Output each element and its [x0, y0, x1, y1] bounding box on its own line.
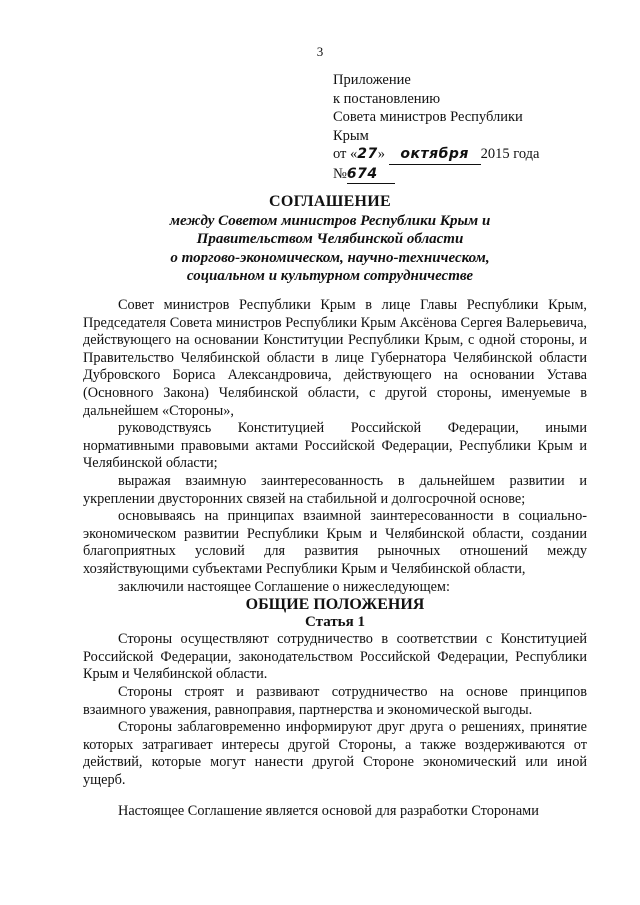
date-mid: »	[377, 146, 386, 162]
date-year: 2015 года	[480, 146, 540, 162]
date-month: октября	[389, 145, 481, 165]
annex-date	[333, 145, 540, 165]
section-title: ОБЩИЕ ПОЛОЖЕНИЯ	[245, 596, 425, 614]
annex-line-4: Крым	[333, 127, 369, 144]
article-paragraph: Стороны осуществляют сотрудничество в соответствии с Конституцией Российской Федерации, законодательством Российской Федерации, Республики Крым и Челябинской области.	[83, 631, 587, 683]
title-line-2: между Советом министров Республики Крым и	[169, 212, 491, 229]
annex-header	[333, 71, 540, 184]
article-paragraph: Стороны строят и развивают сотрудничество на основе принципов взаимного уважения, равноправия, партнерства и экономической выгоды.	[83, 684, 587, 718]
title-line-1: СОГЛАШЕНИЕ	[268, 193, 392, 210]
annex-line-2: к постановлению	[333, 90, 441, 107]
date-prefix: от «	[333, 146, 358, 162]
number-prefix: №	[333, 165, 347, 182]
article-title: Статья 1	[305, 613, 365, 630]
annex-number	[333, 165, 540, 185]
preamble-paragraph: руководствуясь Конституцией Российской Федерации, иными нормативными правовыми актами Российской Федерации, Республики Крым и Челябинской области;	[83, 420, 587, 472]
preamble-paragraph: Совет министров Республики Крым в лице Главы Республики Крым, Председателя Совета министров Республики Крым Аксёнова Сергея Валерьевича, действующего на основании Конституции Республики Крым, с одной стороны, и Правительство Челябинской области в лице Губернатора Челябинской области Дубровского Бориса Александровича, действующего на основании Устава (Основного Закона) Челябинской области, с другой стороны, именуемые в дальнейшем «Стороны»,	[83, 297, 587, 419]
title-line-4: о торгово-экономическом, научно-техническом,	[170, 249, 490, 266]
page-number: 3	[316, 44, 324, 59]
cut-off-paragraph: Настоящее Соглашение является основой для разработки Сторонами	[118, 803, 539, 819]
preamble-paragraph: заключили настоящее Соглашение о нижеследующем:	[118, 578, 450, 595]
agreement-title	[60, 193, 600, 286]
article-paragraph: Стороны заблаговременно информируют друг друга о решениях, принятие которых затрагивает интересы другой Стороны, а также воздерживаются от действий, которые могут нанести другой Стороне экономический или иной ущерб.	[83, 719, 587, 789]
title-line-5: социальном и культурном сотрудничестве	[186, 268, 474, 284]
doc-number: 674	[347, 165, 395, 185]
title-line-3: Правительством Челябинской области	[196, 231, 464, 247]
annex-line-3: Совета министров Республики	[333, 109, 523, 125]
preamble-paragraph: выражая взаимную заинтересованность в дальнейшем развитии и укреплении двусторонних связей на стабильной и долгосрочной основе;	[83, 472, 587, 507]
preamble-paragraph: основываясь на принципах взаимной заинтересованности в социально-экономическом развитии Республики Крым и Челябинской области, создании благоприятных условий для развития рыночных отношений между хозяйствующими субъектами Республики Крым и Челябинской области,	[83, 508, 587, 577]
agreement-body	[83, 297, 587, 790]
date-day: 27	[357, 146, 378, 162]
annex-line-1: Приложение	[333, 72, 411, 88]
